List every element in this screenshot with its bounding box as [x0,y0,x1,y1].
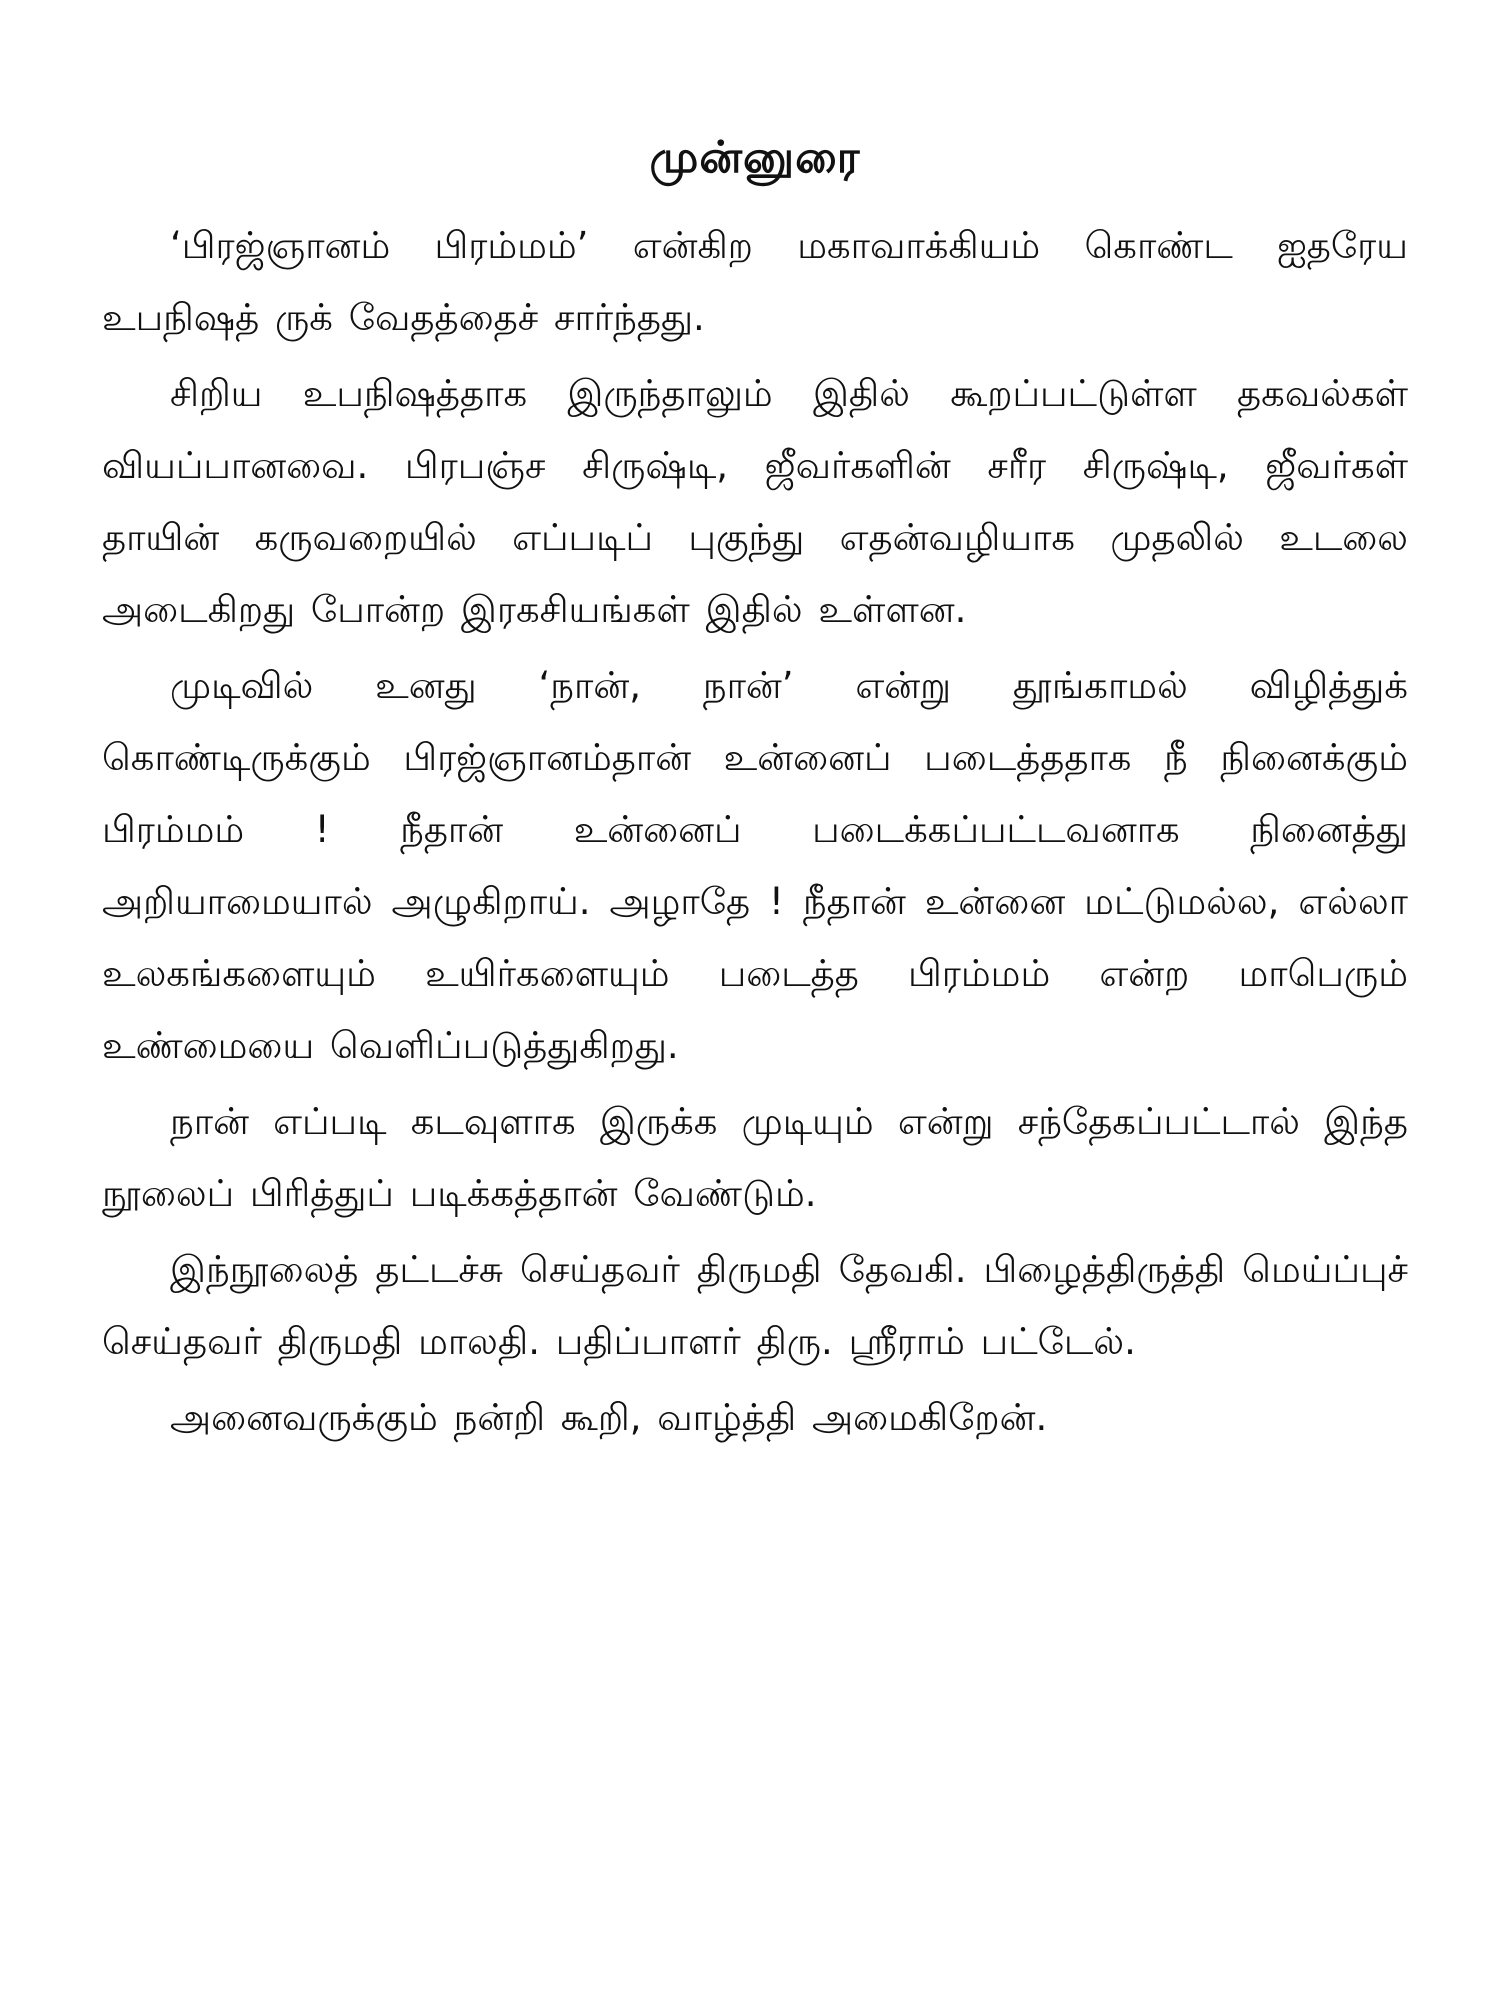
paragraph-conclusion: முடிவில் உனது ‘நான், நான்’ என்று தூங்காமல் விழித்துக் கொண்டிருக்கும் பிரஜ்ஞானம்தான் உன்னைப் படைத்ததாக நீ நினைக்கும் பிரம்மம் ! நீதான் உன்னைப் படைக்கப்பட்டவனாக நினைத்து அறியாமையால் அழுகிறாய். அழாதே ! நீதான் உன்னை மட்டுமல்ல, எல்லா உலகங்களையும் உயிர்களையும் படைத்த பிரம்மம் என்ற மாபெரும் உண்மையை வெளிப்படுத்துகிறது. [102,664,1408,1067]
paragraph-contents: சிறிய உபநிஷத்தாக இருந்தாலும் இதில் கூறப்பட்டுள்ள தகவல்கள் வியப்பானவை. பிரபஞ்ச சிருஷ்டி, ஜீவர்களின் சரீர சிருஷ்டி, ஜீவர்கள் தாயின் கருவறையில் எப்படிப் புகுந்து எதன்வழியாக முதலில் உடலை அடைகிறது போன்ற இரகசியங்கள் இதில் உள்ளன. [102,372,1408,631]
paragraph-doubt: நான் எப்படி கடவுளாக இருக்க முடியும் என்று சந்தேகப்பட்டால் இந்த நூலைப் பிரித்துப் படிக்கத்தான் வேண்டும். [102,1100,1408,1215]
paragraph-credits: இந்நூலைத் தட்டச்சு செய்தவர் திருமதி தேவகி. பிழைத்திருத்தி மெய்ப்புச் செய்தவர் திருமதி மாலதி. பதிப்பாளர் திரு. ஸ்ரீராம் பட்டேல். [102,1248,1408,1363]
paragraph-thanks: அனைவருக்கும் நன்றி கூறி, வாழ்த்தி அமைகிறேன். [170,1396,1048,1439]
page-title: முன்னுரை [649,132,861,183]
paragraph-intro: ‘பிரஜ்ஞானம் பிரம்மம்’ என்கிற மகாவாக்கியம் கொண்ட ஐதரேய உபநிஷத் ருக் வேதத்தைச் சார்ந்தது. [102,224,1408,339]
